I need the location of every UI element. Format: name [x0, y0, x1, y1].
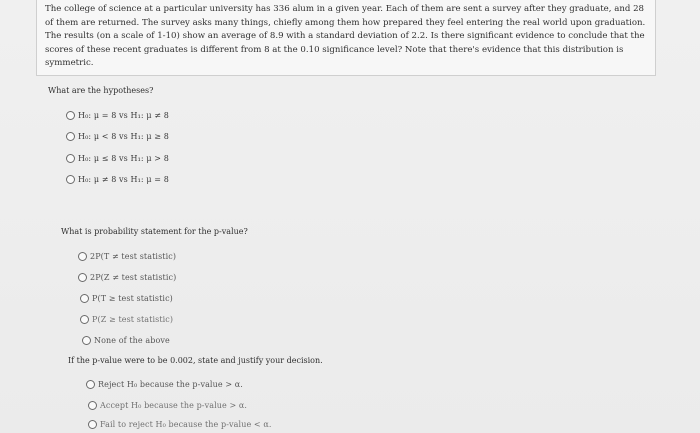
- option-label: P(Z ≥ test statistic): [92, 315, 174, 324]
- radio-button[interactable]: [78, 273, 87, 282]
- radio-button[interactable]: [78, 252, 87, 261]
- radio-button[interactable]: [86, 380, 95, 389]
- option-label: P(T ≥ test statistic): [92, 294, 173, 303]
- radio-button[interactable]: [88, 420, 97, 429]
- radio-button[interactable]: [80, 294, 89, 303]
- decision-option-1[interactable]: [86, 380, 243, 389]
- hypothesis-option-3[interactable]: [66, 154, 169, 163]
- p-value-option-2[interactable]: [78, 273, 176, 282]
- decision-option-3[interactable]: [88, 420, 272, 429]
- hypothesis-option-2[interactable]: [66, 132, 169, 141]
- option-label: Accept H₀ because the p-value > α.: [100, 401, 248, 410]
- hypothesis-option-4[interactable]: [66, 175, 169, 184]
- decision-option-2[interactable]: [88, 401, 247, 410]
- radio-button[interactable]: [82, 336, 91, 345]
- question-p-value-statement: What is probability statement for the p-value?: [61, 227, 248, 236]
- problem-prompt-box: [36, 0, 656, 76]
- problem-prompt: The college of science at a particular university has 336 alum in a given year. Each of them are sent a survey after they graduate, and 28 of them are returned. The survey asks many things, chiefly among them how prepared they feel entering the real world upon graduation. The results (on a scale of 1-10) show an average of 8.9 with a standard deviation of 2.2. Is there significant evidence to conclude that the scores of these recent graduates is different from 8 at the 0.10 significance level? Note that there's evidence that this distribution is symmetric.: [45, 4, 646, 69]
- p-value-option-5[interactable]: [82, 336, 170, 345]
- option-label: 2P(Z ≠ test statistic): [90, 273, 177, 282]
- radio-button[interactable]: [66, 175, 75, 184]
- p-value-option-4[interactable]: [80, 315, 173, 324]
- option-label: Fail to reject H₀ because the p-value < α.: [100, 420, 272, 429]
- radio-button[interactable]: [66, 132, 75, 141]
- option-label: H₀: μ ≠ 8 vs H₁: μ = 8: [78, 175, 169, 184]
- hypothesis-option-1[interactable]: [66, 111, 169, 120]
- radio-button[interactable]: [66, 111, 75, 120]
- option-label: Reject H₀ because the p-value > α.: [98, 380, 243, 389]
- option-label: 2P(T ≠ test statistic): [90, 252, 177, 261]
- option-label: H₀: μ < 8 vs H₁: μ ≥ 8: [78, 132, 169, 141]
- p-value-option-1[interactable]: [78, 252, 176, 261]
- radio-button[interactable]: [66, 154, 75, 163]
- option-label: H₀: μ ≤ 8 vs H₁: μ > 8: [78, 154, 169, 163]
- p-value-option-3[interactable]: [80, 294, 173, 303]
- radio-button[interactable]: [88, 401, 97, 410]
- radio-button[interactable]: [80, 315, 89, 324]
- option-label: None of the above: [94, 336, 170, 345]
- question-decision: If the p-value were to be 0.002, state and justify your decision.: [68, 356, 323, 365]
- question-hypotheses: What are the hypotheses?: [48, 86, 154, 95]
- option-label: H₀: μ = 8 vs H₁: μ ≠ 8: [78, 111, 169, 120]
